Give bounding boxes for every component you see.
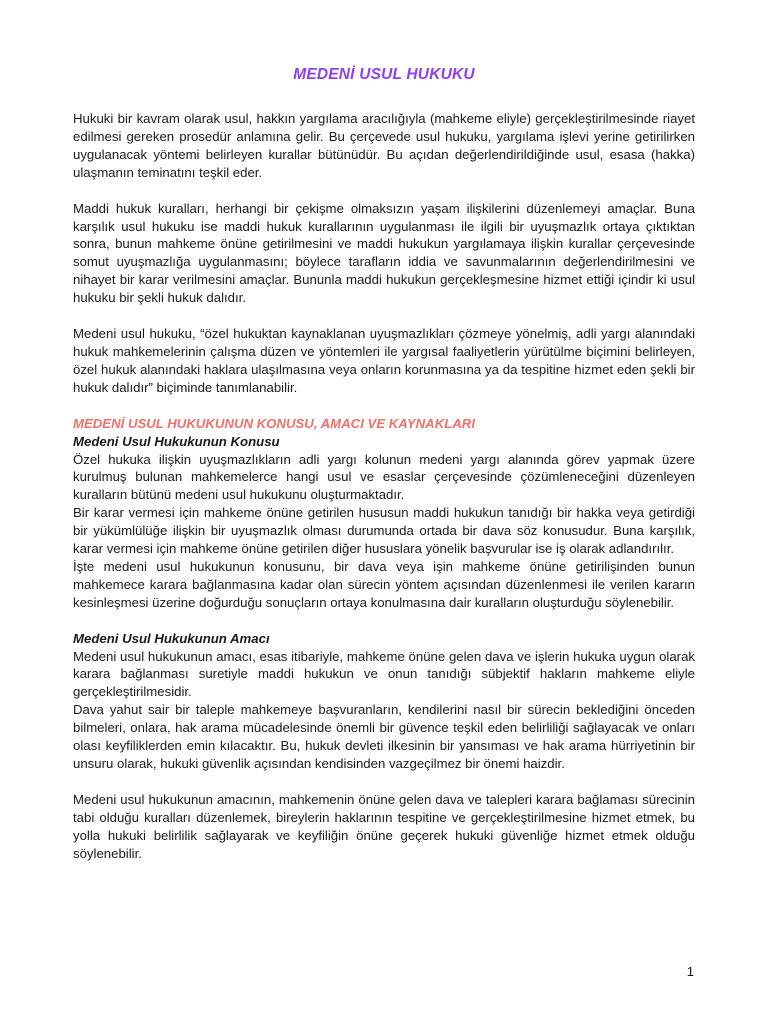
section-title: MEDENİ USUL HUKUKUNUN KONUSU, AMACI VE KAYNAKLARI <box>73 415 475 431</box>
intro-paragraph-1: Hukuki bir kavram olarak usul, hakkın yargılama aracılığıyla (mahkeme eliyle) gerçekleştirilmesinde riayet edilmesi gereken prosedür anlamına gelir. Bu çerçevede usul hukuku, yargılama işlevi yerine getirilirken uygulanacak yöntemi belirleyen kurallar bütünüdür. Bu açıdan değerlendirildiğinde usul, esasa (hakka) ulaşmanın teminatını teşkil eder. <box>73 111 695 180</box>
document-page <box>73 66 695 863</box>
intro-paragraph-3: Medeni usul hukuku, “özel hukuktan kaynaklanan uyuşmazlıkları çözmeye yönelmiş, adli yargı alanındaki hukuk mahkemelerinin çalışma düzen ve yöntemleri ile yargısal faaliyetlerin yürütülme biçimini belirleyen, özel hukuk alanındaki haklara ulaşılmasına veya onların korunmasına ya da tespitine hizmet eden şekli bir hukuk dalıdır” biçiminde tanımlanabilir. <box>73 326 695 395</box>
konusu-paragraph-3: İşte medeni usul hukukunun konusunu, bir dava veya işin mahkeme önüne getirilişinden bunun mahkemece karara bağlanmasına kadar olan sürecin yöntem açısından düzenlenmesi ile verilen kararın kesinleşmesi üzerine doğurduğu sonuçların ortaya konulmasına dair kuralların oluşturduğu söylenebilir. <box>73 558 695 610</box>
intro-paragraph-2: Maddi hukuk kuralları, herhangi bir çekişme olmaksızın yaşam ilişkilerini düzenlemeyi amaçlar. Buna karşılık usul hukuku ise maddi hukuk kurallarının uygulanması ile ilgili bir uyuşmazlık ortaya çıktıktan sonra, bunun mahkeme önüne getirilmesini ve maddi hukukun yargılamaya ilişkin kurallar çerçevesinde somut uyuşmazlığa uygulanmasını; böylece tarafların iddia ve savunmalarının değerlendirilmesini ve nihayet bir karar verilmesini amaçlar. Bununla maddi hukukun gerçekleşmesine hizmet ettiği içindir ki usul hukuku bir şekli hukuk dalıdır. <box>73 200 695 306</box>
konusu-paragraph-2: Bir karar vermesi için mahkeme önüne getirilen hususun maddi hukukun tanıdığı bir hakka veya getirdiği bir yükümlülüğe ilişkin bir uyuşmazlık olması durumunda ortada bir dava söz konusudur. Buna karşılık, karar vermesi için mahkeme önüne getirilen diğer hususlara yönelik başvurular ise iş olarak adlandırılır. <box>73 505 695 557</box>
amaci-paragraph-2: Dava yahut sair bir taleple mahkemeye başvuranların, kendilerini nasıl bir sürecin beklediğini önceden bilmeleri, onlara, hak arama mücadelesinde önemli bir güvence teşkil eden belirliliği sağlayacak ve onları olası keyfiliklerden emin kılacaktır. Bu, hukuk devleti ilkesinin bir yansıması ve hak arama hürriyetinin bir unsuru olarak, hukuki güvenlik açısından kendisinden vazgeçilmez bir önemi haizdir. <box>73 702 695 771</box>
page-number: 1 <box>686 964 694 979</box>
amaci-paragraph-1: Medeni usul hukukunun amacı, esas itibariyle, mahkeme önüne gelen dava ve işlerin hukuka uygun olarak karara bağlanması suretiyle maddi hukukun ve onun tanıdığı sübjektif hakların mahkeme eliyle gerçekleştirilmesidir. <box>73 648 695 700</box>
konusu-paragraph-1: Özel hukuka ilişkin uyuşmazlıkların adli yargı kolunun medeni yargı alanında görev yapmak üzere kurulmuş bulunan mahkemelerce hangi usul ve esaslar çerçevesinde çözümleneceğini düzenleyen kuralların bütünü medeni usul hukukunu oluşturmaktadır. <box>73 451 695 503</box>
amaci-closing-paragraph: Medeni usul hukukunun amacının, mahkemenin önüne gelen dava ve talepleri karara bağlaması sürecinin tabi olduğu kuralları düzenlemek, bireylerin haklarının tespitine ve gerçekleştirilmesine hizmet etmek, bu yolla hukuki belirlilik sağlayarak ve keyfiliğin önüne geçerek hukuki güvenliğe hizmet etmek olduğu söylenebilir. <box>73 791 695 861</box>
amaci-heading: Medeni Usul Hukukunun Amacı <box>73 630 270 646</box>
konusu-heading: Medeni Usul Hukukunun Konusu <box>73 433 280 449</box>
document-title: MEDENİ USUL HUKUKU <box>293 66 475 83</box>
